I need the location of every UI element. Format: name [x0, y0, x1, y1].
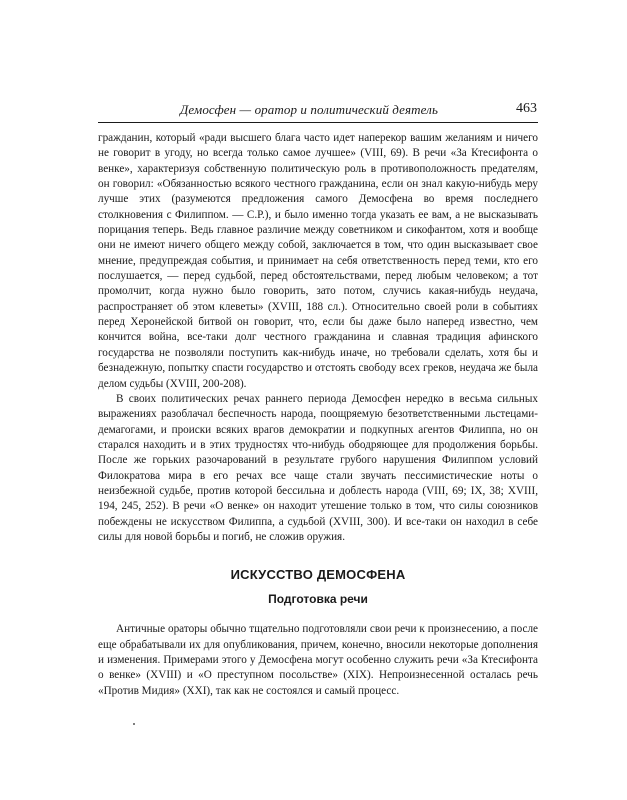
paragraph: В своих политических речах раннего периода Демосфен нередко в весьма сильных выражениях разоблачал беспечность народа, поощряемую безответственными льстецами-демагогами, и происки всяких врагов демократии и подкупных агентов Филиппа, но он старался находить и в этих трудностях что-нибудь ободряющее для продолжения борьбы. После же горьких разочарований в результате грубого нарушения Филиппом условий Филократова мира в его речах все чаще стали звучать пессимистические ноты о неизбежной судьбе, против которой бессильна и доблесть народа (VIII, 69; IX, 38; XVIII, 194, 245, 252). В речи «О венке» он находит утешение только в том, что силы союзников побеждены не искусством Филиппа, а судьбой (XVIII, 300). И все-таки он находил в себе силы для новой борьбы и погиб, не сложив оружия. — [98, 392, 538, 543]
running-header — [98, 100, 538, 123]
book-page — [98, 100, 538, 699]
page-number: 463 — [516, 101, 537, 116]
main-text — [98, 131, 538, 699]
running-header-title: Демосфен — оратор и политический деятель — [180, 102, 438, 117]
paragraph: Античные ораторы обычно тщательно подготовляли свои речи к произнесению, а после еще обрабатывали их для опубликования, причем, конечно, вносили некоторые дополнения и изменения. Примерами этого у Демосфена могут особенно служить речи «За Ктесифонта о венке» (XVIII) и «О преступном посольстве» (XIX). Непроизнесенной осталась речь «Против Мидия» (XXI), так как не состоялся и самый процесс. — [98, 623, 538, 697]
section-heading: ИСКУССТВО ДЕМОСФЕНА — [230, 567, 406, 583]
scan-speck — [133, 723, 135, 725]
subsection-heading: Подготовка речи — [268, 592, 368, 607]
paragraph-continued: гражданин, который «ради высшего блага часто идет наперекор вашим желаниям и ничего не говорит в угоду, но всегда только самое лучшее» (VIII, 69). В речи «За Ктесифонта о венке», характеризуя собственную политическую роль в противоположность предателям, он говорил: «Обязанностью всякого честного гражданина, если он знал какую-нибудь меру лучше этих (разумеются предложения самого Демосфена во время последнего столкновения с Филиппом. — С.Р.), и было именно тогда указать ее вам, а не высказывать порицания теперь. Ведь главное различие между советником и сикофантом, хотя и вообще они не имеют ничего общего между собой, заключается в том, что один высказывает свое мнение, предупреждая события, и принимает на себя ответственность перед теми, кто его послушается, — перед судьбой, перед обстоятельствами, перед любым человеком; а тот промолчит, когда нужно было говорить, зато потом, случись какая-нибудь неудача, распространяет об этом клеветы» (XVIII, 188 сл.). Относительно своей роли в событиях перед Херонейской битвой он говорит, что, если бы даже было наперед известно, чем кончится война, все-таки долг честного гражданина и славная традиция афинского государства не позволяли поступить как-нибудь иначе, но требовали сделать, хотя бы и безнадежную, попытку спасти государство и отстоять свободу всех греков, неудача же была делом судьбы (XVIII, 200-208). — [98, 132, 538, 390]
